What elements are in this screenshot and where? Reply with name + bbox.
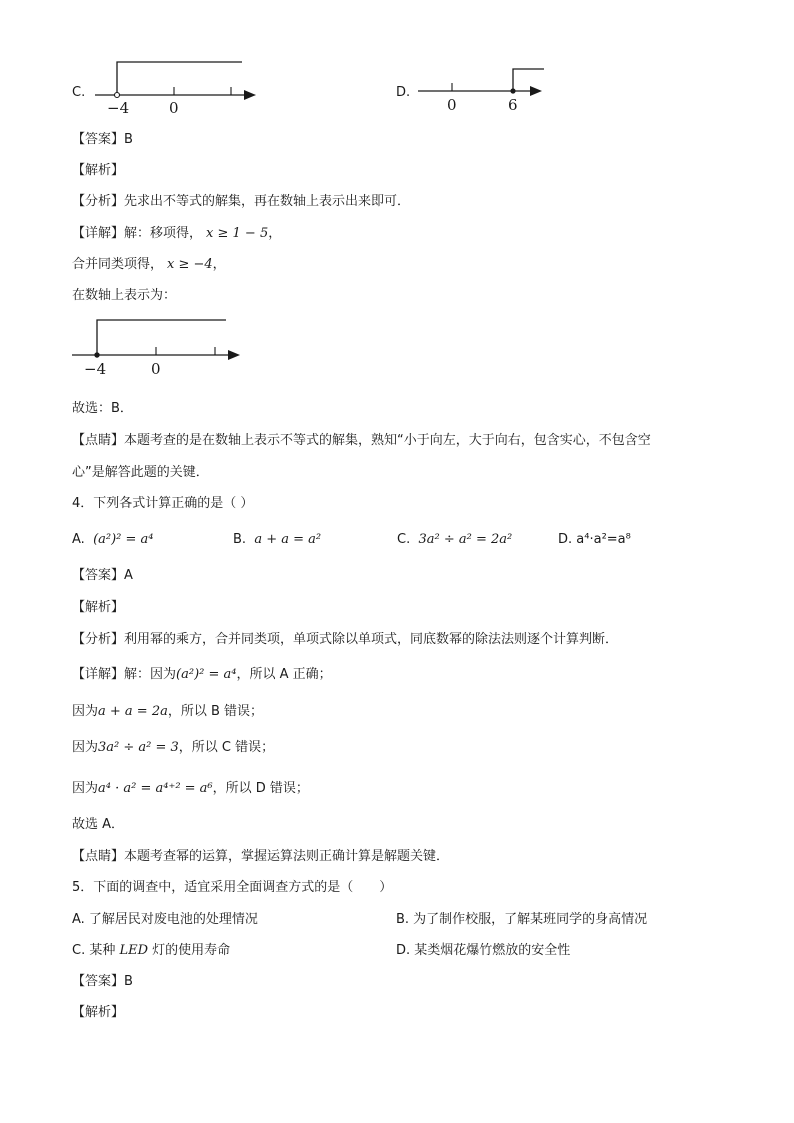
q4-stem: 4．下列各式计算正确的是（ ） [72, 496, 254, 511]
q4-dianjing: 【点睛】本题考查幂的运算，掌握运算法则正确计算是解题关键． [72, 849, 450, 864]
q3-fenxi: 【分析】先求出不等式的解集，再在数轴上表示出来即可． [72, 194, 411, 209]
q3-number-line [68, 314, 248, 378]
tick-label: 0 [151, 360, 161, 378]
option-d-number-line [414, 60, 549, 116]
q3-answer: 【答案】B [72, 132, 133, 147]
q4-xiangjie: 【详解】解：因为(a²)² = a⁴，所以 A 正确； [72, 667, 332, 682]
q4-option-c: C. 3a² ÷ a² = 2a² [397, 532, 513, 547]
q5-stem: 5．下面的调查中，适宜采用全面调查方式的是（ ） [72, 880, 393, 895]
q4-step-b: 因为a + a = 2a，所以 B 错误； [72, 704, 264, 719]
option-d-letter: D. [396, 85, 411, 100]
tick-label: −4 [107, 99, 130, 117]
q4-option-b: B. a + a = a² [233, 532, 322, 547]
option-c-number-line [90, 56, 260, 118]
tick-label: −4 [84, 360, 107, 378]
q3-dianjing-cont: 心”是解答此题的关键． [72, 465, 209, 480]
q4-step-c: 因为3a² ÷ a² = 3，所以 C 错误； [72, 740, 275, 755]
q4-option-a: A. (a²)² = a⁴ [72, 532, 154, 547]
q3-choice: 故选：B． [72, 401, 133, 416]
q3-dianjing: 【点睛】本题考查的是在数轴上表示不等式的解集，熟知“小于向左，大于向右，包含实心，不包含空 [72, 433, 651, 448]
tick-label: 6 [508, 96, 518, 114]
q5-option-b: B. 为了制作校服，了解某班同学的身高情况 [396, 912, 648, 927]
q4-answer: 【答案】A [72, 568, 133, 583]
option-c-letter: C. [72, 85, 86, 100]
q5-analysis-heading: 【解析】 [72, 1005, 125, 1020]
q3-axis-intro: 在数轴上表示为： [72, 288, 177, 303]
q4-choice: 故选 A． [72, 817, 125, 832]
q5-option-d: D. 某类烟花爆竹燃放的安全性 [396, 943, 571, 958]
q4-analysis-heading: 【解析】 [72, 600, 125, 615]
tick-label: 0 [169, 99, 179, 117]
q5-option-a: A. 了解居民对废电池的处理情况 [72, 912, 258, 927]
q3-analysis-heading: 【解析】 [72, 163, 125, 178]
q5-answer: 【答案】B [72, 974, 133, 989]
q4-fenxi: 【分析】利用幂的乘方，合并同类项，单项式除以单项式，同底数幂的除法法则逐个计算判断． [72, 632, 619, 647]
q5-option-c: C. 某种 LED 灯的使用寿命 [72, 943, 231, 958]
q4-option-d: D. a⁴·a²=a⁸ [558, 532, 631, 547]
q4-step-d: 因为a⁴ · a² = a⁴⁺² = a⁶，所以 D 错误； [72, 781, 309, 796]
tick-label: 0 [447, 96, 457, 114]
q3-step2: 合并同类项得， x ≥ −4， [72, 257, 226, 272]
q3-xiangjie: 【详解】解：移项得， x ≥ 1 − 5， [72, 226, 282, 241]
